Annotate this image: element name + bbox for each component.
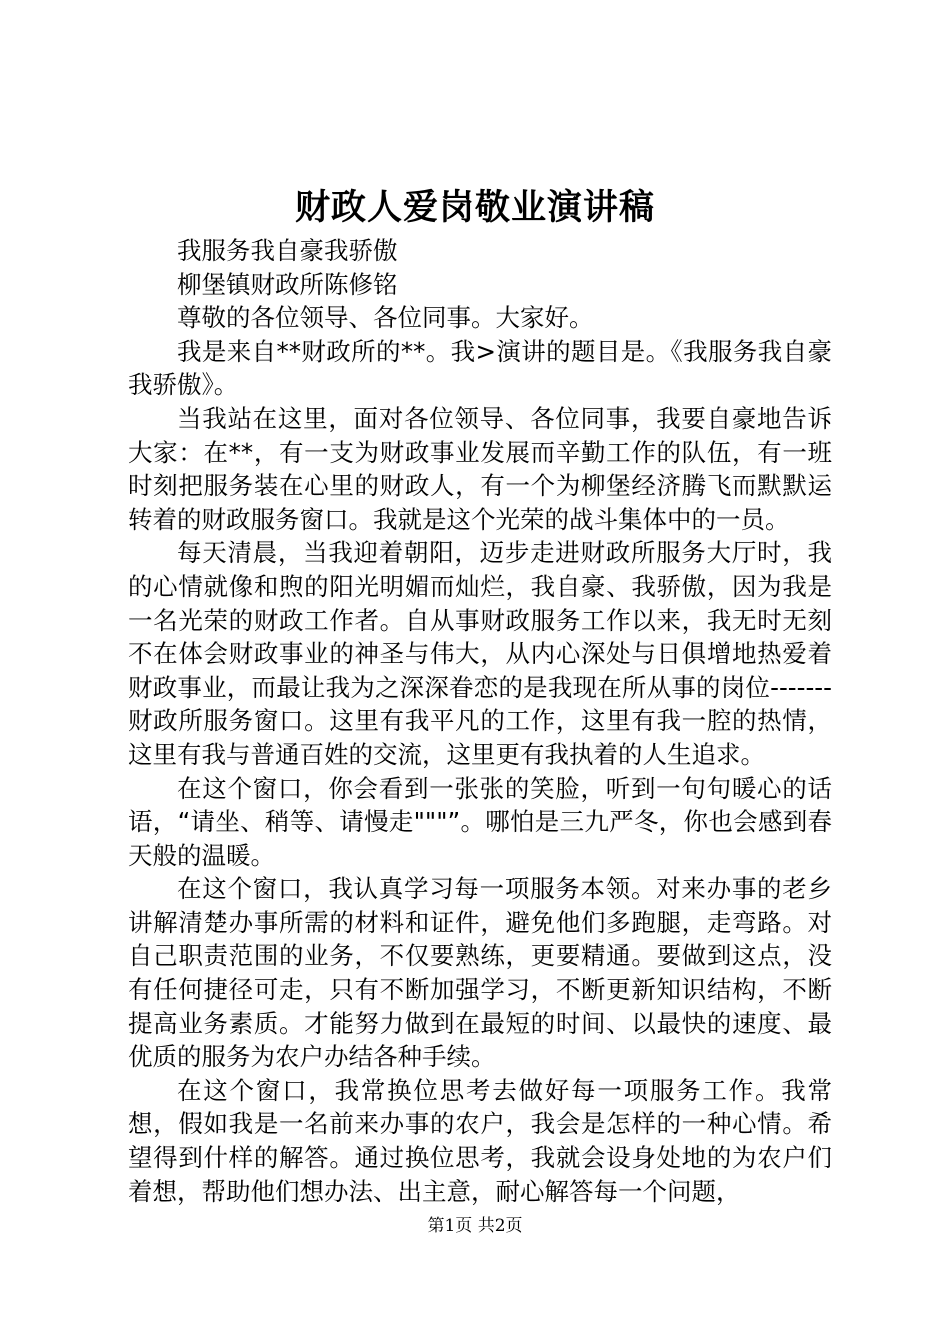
paragraph-body-1: 当我站在这里，面对各位领导、各位同事，我要自豪地告诉大家：在**，有一支为财政事业发展而辛勤工作的队伍，有一班时刻把服务装在心里的财政人，有一个为柳堡经济腾飞而默默运转着的财政服务窗口。我就是这个光荣的战斗集体中的一员。 [128,403,832,534]
paragraph-speech-title: 我服务我自豪我骄傲 [177,236,398,265]
paragraph-greeting: 尊敬的各位领导、各位同事。大家好。 [177,303,594,333]
paragraph-speaker: 柳堡镇财政所陈修铭 [177,269,398,299]
document-title: 财政人爱岗敬业演讲稿 [294,187,655,228]
document-body [128,234,832,1208]
paragraph-introduction: 我是来自**财政所的**。我>演讲的题目是。《我服务我自豪我骄傲》。 [128,336,832,400]
paragraph-body-4: 在这个窗口，我认真学习每一项服务本领。对来办事的老乡讲解清楚办事所需的材料和证件，避免他们多跑腿，走弯路。对自己职责范围的业务，不仅要熟练，更要精通。要做到这点，没有任何捷径可走，只有不断加强学习，不断更新知识结构，不断提高业务素质。才能努力做到在最短的时间、以最快的速度、最优质的服务为农户办结各种手续。 [128,874,832,1072]
paragraph-body-3: 在这个窗口，你会看到一张张的笑脸，听到一句句暖心的话语，“请坐、稍等、请慢走"""”。哪怕是三九严冬，你也会感到春天般的温暖。 [128,773,832,870]
page-number-footer: 第1页 共2页 [427,1216,523,1236]
paragraph-body-5: 在这个窗口，我常换位思考去做好每一项服务工作。我常想，假如我是一名前来办事的农户，我会是怎样的一种心情。希望得到什样的解答。通过换位思考，我就会设身处地的为农户们着想，帮助他们想办法、出主意，耐心解答每一个问题， [128,1075,832,1206]
paragraph-body-2: 每天清晨，当我迎着朝阳，迈步走进财政所服务大厅时，我的心情就像和煦的阳光明媚而灿烂，我自豪、我骄傲，因为我是一名光荣的财政工作者。自从事财政服务工作以来，我无时无刻不在体会财政事业的神圣与伟大，从内心深处与日俱增地热爱着财政事业，而最让我为之深深眷恋的是我现在所从事的岗位-------财政所服务窗口。这里有我平凡的工作，这里有我一腔的热情，这里有我与普通百姓的交流，这里更有我执着的人生追求。 [128,538,832,769]
